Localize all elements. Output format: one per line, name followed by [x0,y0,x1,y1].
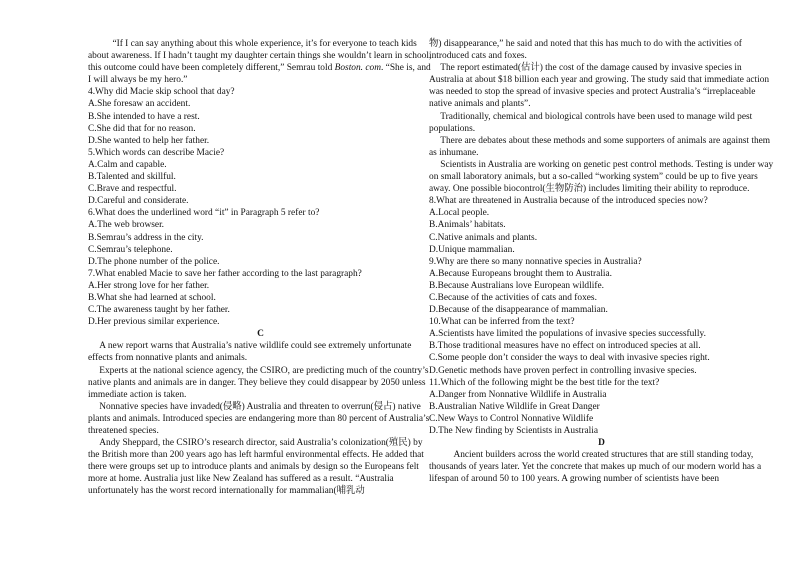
right-column [429,38,774,485]
option-8a: A.Local people. [429,208,490,219]
option-4c: C.She did that for no reason. [88,123,196,134]
option-5c: C.Brave and respectful. [88,184,177,195]
option-8d: D.Unique mammalian. [429,244,515,255]
option-7d: D.Her previous similar experience. [88,317,220,328]
option-11b: B.Australian Native Wildlife in Great Danger [429,401,600,412]
option-9b: B.Because Australians love European wildlife. [429,280,604,291]
passage-c-paragraph-3: Nonnative species have invaded(侵略) Australia and threaten to overrun(侵占) native plants and animals. Introduced species are endangering more than 80 percent of Australia’s threatened species. [88,401,430,436]
option-5d: D.Careful and considerate. [88,196,189,207]
option-9c: C.Because of the activities of cats and foxes. [429,292,597,303]
passage-c-paragraph-4: Andy Sheppard, the CSIRO’s research director, said Australia’s colonization(殖民) by the British more than 200 years ago has left harmful environmental effects. He added that there were groups set up to introduce plants and animals by design so the Europeans felt more at home. Australia just like New Zealand has suffered as a result. “Australia unfortunately has the worst record internationally for mammalian(哺乳动 [88,438,424,497]
question-10: 10.What can be inferred from the text? [429,317,575,328]
passage-c-paragraph-7: There are debates about these methods and some supporters of animals are against them as inhumane. [429,135,771,158]
option-6c: C.Semrau’s telephone. [88,244,173,255]
question-9: 9.Why are there so many nonnative species in Australia? [429,256,642,267]
passage-d-paragraph-1: Ancient builders across the world created structures that are still standing today, thousands of years later. Yet the concrete that makes up much of our modern world has a lifespan of around 50 to 100 years. A growing number of scientists have been [429,450,762,485]
option-10a: A.Scientists have limited the populations of invasive species successfully. [429,329,706,340]
option-5a: A.Calm and capable. [88,159,167,170]
option-10d: D.Genetic methods have proven perfect in controlling invasive species. [429,365,697,376]
left-column [88,38,433,498]
passage-c-paragraph-6: Traditionally, chemical and biological controls have been used to manage wild pest populations. [429,111,753,134]
passage-c-paragraph-2: Experts at the national science agency, the CSIRO, are predicting much of the country’s native plants and animals are in danger. They believe they could disappear by 2050 unless immediate action is taken. [88,365,429,400]
option-9d: D.Because of the disappearance of mammalian. [429,305,608,316]
passage-c-paragraph-4-continued: 物) disappearance,” he said and noted that this has much to do with the activities of introduced cats and foxes. [429,39,742,62]
option-9a: A.Because Europeans brought them to Australia. [429,268,613,279]
quote-text-end: . “She is, and I will always be my hero.” [88,63,431,86]
passage-c-paragraph-1: A new report warns that Australia’s native wildlife could see extremely unfortunate effects from nonnative plants and animals. [88,341,412,364]
option-5b: B.Talented and skillful. [88,172,176,183]
option-10c: C.Some people don’t consider the ways to deal with invasive species right. [429,353,710,364]
option-11c: C.New Ways to Control Nonnative Wildlife [429,413,594,424]
question-11: 11.Which of the following might be the best title for the text? [429,377,660,388]
question-6: 6.What does the underlined word “it” in Paragraph 5 refer to? [88,208,320,219]
option-6b: B.Semrau’s address in the city. [88,232,204,243]
passage-c-paragraph-5: The report estimated(估计) the cost of the damage caused by invasive species in Australia at about $18 billion each year and growing. The study said that immediate action was needed to stop the spread of invasive species and protect Australia’s “irreplaceable native animals and plants”. [429,63,770,110]
source-name: Boston. com [334,63,381,74]
section-c-heading: C [257,329,264,340]
question-8: 8.What are threatened in Australia because of the introduced species now? [429,196,708,207]
question-5: 5.Which words can describe Macie? [88,147,225,158]
option-4d: D.She wanted to help her father. [88,135,210,146]
option-10b: B.Those traditional measures have no effect on introduced species at all. [429,341,701,352]
option-7a: A.Her strong love for her father. [88,280,210,291]
option-6a: A.The web browser. [88,220,165,231]
question-7: 7.What enabled Macie to save her father according to the last paragraph? [88,268,362,279]
passage-b-closing-paragraph [88,38,433,86]
section-d-heading: D [598,438,605,449]
question-4: 4.Why did Macie skip school that day? [88,87,235,98]
option-4a: A.She foresaw an accident. [88,99,191,110]
option-11d: D.The New finding by Scientists in Australia [429,426,598,436]
option-8c: C.Native animals and plants. [429,232,538,243]
option-7c: C.The awareness taught by her father. [88,305,230,316]
option-8b: B.Animals’ habitats. [429,220,506,231]
passage-c-paragraph-8: Scientists in Australia are working on genetic pest control methods. Testing is under way on small laboratory animals, but a so-called “working system” could be up to five years away. One possible biocontrol(生物防治) includes limiting their ability to reproduce. [429,159,774,195]
option-7b: B.What she had learned at school. [88,292,216,303]
option-6d: D.The phone number of the police. [88,256,220,267]
option-11a: A.Danger from Nonnative Wildlife in Australia [429,389,607,400]
option-4b: B.She intended to have a rest. [88,111,200,122]
quote-text: “If I can say anything about this whole experience, it’s for everyone to teach kids about awareness. If I hadn’t taught my daughter certain things she wouldn’t learn in school, this outcome could have been completely different,” Semrau told [88,39,432,74]
